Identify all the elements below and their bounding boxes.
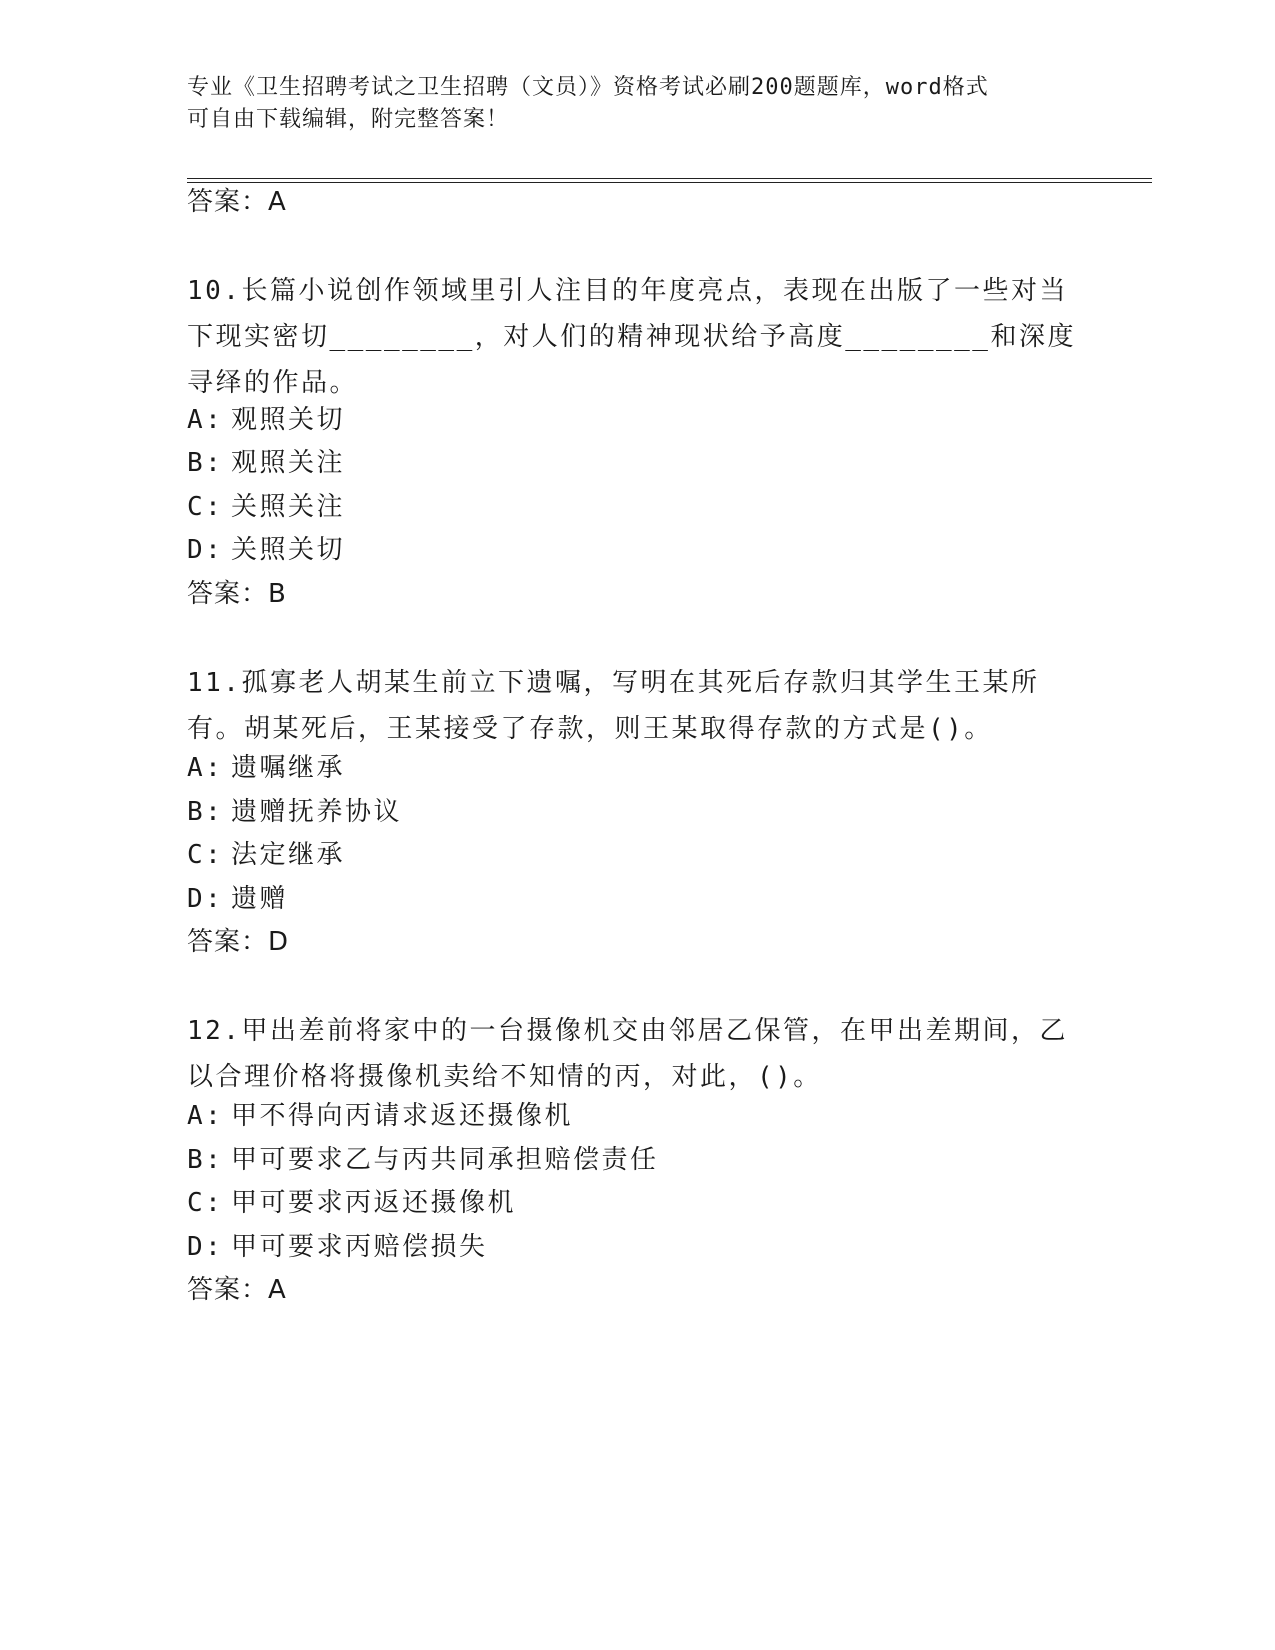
option-text: 甲可要求乙与丙共同承担赔偿责任: [231, 1145, 659, 1175]
option-text: 遗嘱继承: [231, 753, 346, 783]
option-text: 甲可要求丙返还摄像机: [231, 1188, 517, 1218]
question-10-option-d: [187, 532, 345, 568]
option-label: D:: [187, 535, 224, 565]
question-10-text: 10.长篇小说创作领域里引人注目的年度亮点，表现在出版了一些对当下现实密切________，对人们的精神现状给予高度________和深度寻绎的作品。: [187, 276, 1076, 398]
question-12-option-d: [187, 1229, 488, 1265]
option-label: B:: [187, 448, 224, 478]
question-12-option-b: [187, 1142, 659, 1178]
option-label: A:: [187, 753, 224, 783]
answer-carryover: 答案：A: [187, 187, 287, 217]
header-divider-bottom: [187, 182, 1152, 183]
question-12-option-c: [187, 1185, 516, 1221]
question-12-text: 12.甲出差前将家中的一台摄像机交由邻居乙保管，在甲出差期间，乙以合理价格将摄像机卖给不知情的丙，对此，()。: [187, 1016, 1068, 1092]
question-11-option-c: [187, 837, 345, 873]
page-header: [187, 72, 1087, 136]
question-10-answer: 答案：B: [187, 579, 287, 609]
option-text: 关照关切: [231, 535, 346, 565]
question-11-option-d: [187, 881, 288, 917]
question-12-answer: 答案：A: [187, 1275, 287, 1305]
option-label: D:: [187, 884, 224, 914]
header-divider-top: [187, 178, 1152, 179]
question-11-answer: 答案：D: [187, 927, 290, 957]
option-label: A:: [187, 1101, 224, 1131]
option-text: 甲不得向丙请求返还摄像机: [231, 1101, 574, 1131]
header-line-2: 可自由下载编辑，附完整答案！: [187, 107, 510, 132]
question-11-option-a: [187, 750, 345, 786]
option-text: 甲可要求丙赔偿损失: [231, 1232, 488, 1262]
option-label: C:: [187, 492, 224, 522]
question-10-option-b: [187, 445, 345, 481]
option-label: D:: [187, 1232, 224, 1262]
header-line-1: 专业《卫生招聘考试之卫生招聘（文员）》资格考试必刷200题题库，word格式: [187, 75, 989, 100]
option-text: 关照关注: [231, 492, 346, 522]
option-text: 观照关注: [231, 448, 346, 478]
option-label: B:: [187, 1145, 224, 1175]
option-text: 观照关切: [231, 405, 346, 435]
option-text: 遗赠: [231, 884, 289, 914]
question-10-option-a: [187, 402, 345, 438]
option-text: 遗赠抚养协议: [231, 797, 403, 827]
option-label: C:: [187, 1188, 224, 1218]
option-label: C:: [187, 840, 224, 870]
question-11-text: 11.孤寡老人胡某生前立下遗嘱，写明在其死后存款归其学生王某所有。胡某死后，王某接受了存款，则王某取得存款的方式是()。: [187, 668, 1040, 744]
option-label: A:: [187, 405, 224, 435]
option-text: 法定继承: [231, 840, 346, 870]
question-10-option-c: [187, 489, 345, 525]
option-label: B:: [187, 797, 224, 827]
question-11-option-b: [187, 794, 402, 830]
question-12-option-a: [187, 1098, 573, 1134]
